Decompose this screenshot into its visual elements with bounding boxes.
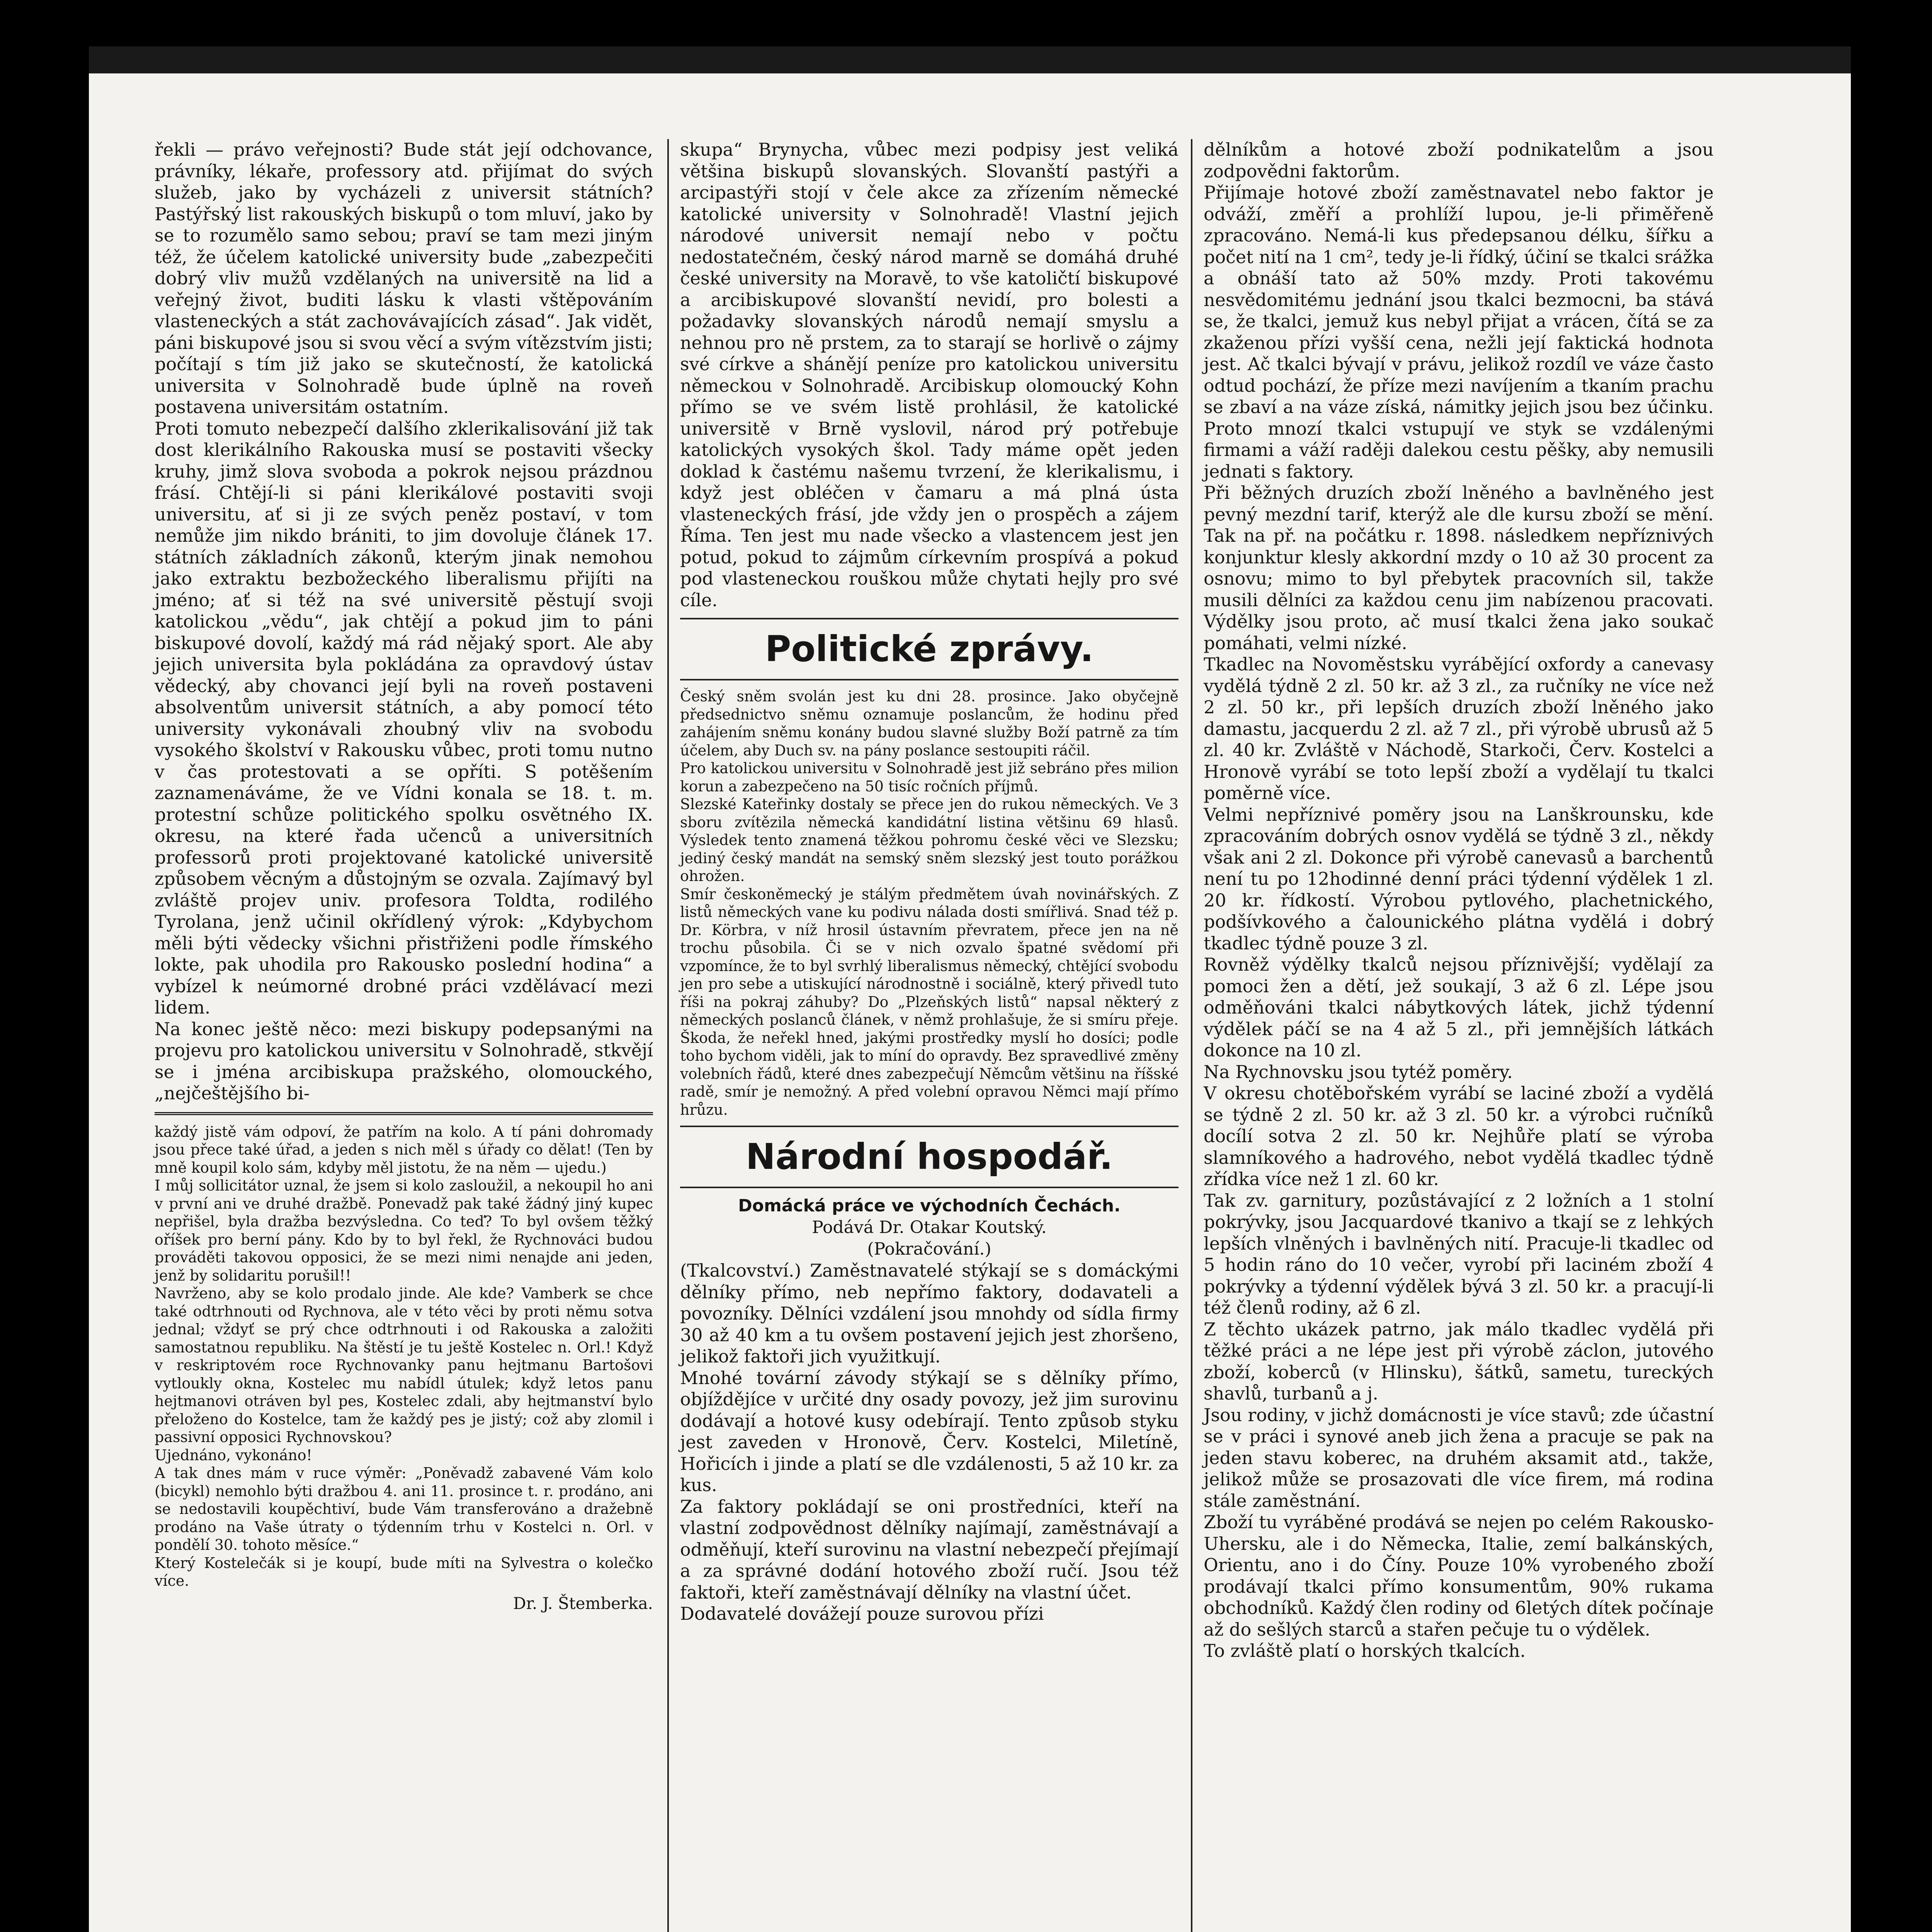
column-rule bbox=[667, 139, 669, 1932]
column-1 bbox=[155, 139, 653, 1613]
column-2 bbox=[680, 139, 1179, 1625]
feuilleton-bicycle: každý jistě vám odpoví, že patřím na kolo. A tí páni dohromady jsou přece také úřad, a jeden s nich měl s úřady co dělat! (Ten by mně koupil kolo sám, kdyby měl jistotu, že na něm — ujedu.) I můj sollicitátor uznal, že jsem si kolo zasloužil, a nekoupil ho ani v první ani ve druhé dražbě. Ponevadž pak také žádný jiný kupec nepřišel, byla dražba bezvýsledna. Co teď? To byl ovšem těžký oříšek pro berní pány. Kdo by to byl řekl, že Rychnováci budou prováděti takovou opposici, že se mezi nimi nenajde ani jeden, jenž by solidaritu porušil!! Navrženo, aby se kolo prodalo jinde. Ale kde? Vamberk se chce také odtrhnouti od Rychnova, ale v této věci by proti němu sotva jednal; vždyť se prý chce odtrhnouti i od Rakouska a založiti samostatnou republiku. Na štěstí je tu ještě Kostelec n. Orl.! Když v reskriptovém roce Rychnovanky panu hejtmanu Bartošovi vytloukly okna, Kostelec mu nabídl útulek; když letos panu hejtmanovi otráven byl pes, Kostelec zdali, aby hejtmanství bylo přeloženo do Kostelce, tam že každý pes je jistý; což aby zlomil i passivní opposici Rychnovskou? Ujednáno, vykonáno! A tak dnes mám v ruce výměr: „Poněvadž zabavené Vám kolo (bicykl) nemohlo býti dražbou 4. ani 11. prosince t. r. prodáno, ani se nedostavili koupěchtiví, bude Vám transferováno a dražebně prodáno na Vaše útraty o týdenním trhu v Kostelci n. Orl. v pondělí 30. tohoto měsíce.“ Který Kostelečák si je koupí, bude míti na Sylvestra o kolečko více. bbox=[155, 1123, 653, 1589]
politics-news: Český sněm svolán jest ku dni 28. prosince. Jako obyčejně předsednictvo sněmu oznamuje poslancům, že hodinu před zahájením sněmu konány budou slavné služby Boží patrně za tím účelem, aby Duch sv. na pány poslance sestoupiti ráčil. Pro katolickou universitu v Solnohradě jest již sebráno přes milion korun a zabezpečeno na 50 tisíc ročních příjmů. Slezské Kateřinky dostaly se přece jen do rukou německých. Ve 3 sboru zvítězila německá kandidátní listina většinu 69 hlasů. Výsledek tento znamená těžkou pohromu české věci ve Slezsku; jediný český mandát na semský sněm slezský jest touto porážkou ohrožen. Smír českoněmecký je stálým předmětem úvah novinářských. Z listů německých vane ku podivu nálada dosti smířlivá. Snad též p. Dr. Körbra, v níž hrosil ústavním převratem, přece jen na ně trochu působila. Či se v nich ozvalo špatné svědomí při vzpomínce, že to byl svrhlý liberalismus německý, chtějící svobodu jen pro sebe a utiskující národnostně i sociálně, který přivedl tuto říši na pokraj záhuby? Do „Plzeňských listů“ napsal některý z německých poslanců článek, v němž prohlašuje, že si smíru přeje. Škoda, že neřekl hned, jakými prostředky myslí ho dosíci; podle toho bychom viděli, jak to míní do opravdy. Bez spravedlivé změny volebních řádů, které dnes zabezpečují Němcům většinu na říšské radě, smír je nemožný. A před volební opravou Němci mají přímo hrůzu. bbox=[680, 688, 1179, 1118]
divider bbox=[680, 1126, 1179, 1127]
column-3 bbox=[1204, 139, 1714, 1662]
article-weaving: (Tkalcovství.) Zaměstnavatelé stýkají se s domáckými dělníky přímo, neb nepřímo faktory, dodavateli a povozníky. Dělníci vzdálení jsou mnohdy od sídla firmy 30 až 40 km a tu ovšem postavení jejich jest zhoršeno, jelikož faktoři jich využitkují. Mnohé tovární závody stýkají se s dělníky přímo, objíždějíce v určité dny osady povozy, jež jim surovinu dodávají a hotové kusy odebírají. Tento způsob styku jest zaveden v Hronově, Červ. Kostelci, Miletíně, Hořicích i jinde a platí se dle vzdálenosti, 5 až 10 kr. za kus. Za faktory pokládají se oni prostředníci, kteří na vlastní zodpovědnost dělníky najímají, zaměstnávají a odměňují, kteří surovinu na vlastní nebezpečí přejímají a za správné dodání hotového zboží ručí. Jsou též faktoři, kteří zaměstnávají dělníky na vlastní účet. Dodavatelé dovážejí pouze surovou přízi bbox=[680, 1260, 1179, 1624]
divider bbox=[680, 618, 1179, 619]
article-continuation-note: (Pokračování.) bbox=[867, 1239, 992, 1259]
article-catholic-university: řekli — právo veřejnosti? Bude stát její odchovance, právníky, lékaře, professory atd. přijímat do svých služeb, jako by vycházeli z universit státních? Pastýřský list rakouských biskupů o tom mluví, jako by se to rozumělo samo sebou; praví se tam mezi jiným též, že účelem katolické university bude „zabezpečiti dobrý vliv mužů vzdělaných na universitě na lid a veřejný život, buditi lásku k vlasti vštěpováním vlasteneckých a stát zachovávajících zásad“. Jak vidět, páni biskupové jsou si svou věcí a svým vítězstvím jisti; počítají s tím již jako se skutečností, že katolická universita v Solnohradě bude úplně na roveň postavena universitám ostatním. Proti tomuto nebezpečí dalšího zklerikalisování již tak dost klerikálního Rakouska musí se postaviti všecky kruhy, jimž slova svoboda a pokrok nejsou prázdnou frásí. Chtějí-li si páni klerikálové postaviti svoji universitu, ať si ji ze svých peněz postaví, v tom nemůže jim nikdo brániti, to jim dovoluje článek 17. státních základních zákonů, kterým jinak nemohou jako extraktu bezbožeckého liberalismu přijíti na jméno; ať si též na své universitě pěstují svoji katolickou „vědu“, jak chtějí a pokud jim to páni biskupové dovolí, každý má rád nějaký sport. Ale aby jejich universita byla pokládána za opravdový ústav vědecký, aby chovanci její byli na roveň postaveni absolventům universit státních, a aby pomocí této university vykonávali zhoubný vliv na svobodu vysokého školství v Rakousku vůbec, proti tomu nutno v čas protestovati a se opříti. S potěšením zaznamenáváme, že ve Vídni konala se 18. t. m. protestní schůze politického spolku osvětného IX. okresu, na které řada učenců a universitních professorů proti projektované katolické universitě způsobem věcným a důstojným se ozvala. Zajímavý byl zvláště projev univ. profesora Toldta, rodilého Tyrolana, jenž učinil okřídlený výrok: „Kdybychom měli býti vědecky všichni přistřiženi podle římského lokte, pak uhodila pro Rakousko poslední hodina“ a vybízel k neúmorné drobné práci vzdělávací mezi lidem. Na konec ještě něco: mezi biskupy podepsanými na projevu pro katolickou universitu v Solnohradě, stkvějí se i jména arcibiskupa pražského, olomouckého, „nejčeštějšího bi- bbox=[155, 139, 653, 1104]
signature: Dr. J. Štemberka. bbox=[513, 1594, 653, 1613]
feuilleton-divider bbox=[155, 1112, 653, 1115]
section-title-politics: Politické zprávy. bbox=[765, 628, 1094, 670]
section-title-economy: Národní hospodář. bbox=[745, 1136, 1113, 1177]
divider bbox=[680, 1187, 1179, 1188]
article-weaving-continued: dělníkům a hotové zboží podnikatelům a jsou zodpovědni faktorům. Přijímaje hotové zboží zaměstnavatel nebo faktor je odváží, změří a prohlíží lupou, je-li přiměřeně zpracováno. Nemá-li kus předepsanou délku, šířku a počet nití na 1 cm², tedy je-li řídký, účiní se tkalci srážka a obnáší tato až 50% mzdy. Proti takovému nesvědomitému jednání jsou tkalci bezmocni, ba stává se, že tkalci, jemuž kus nebyl přijat a vrácen, čítá se za zkaženou přízi vyšší cena, nežli její faktická hodnota jest. Ač tkalci bývají v právu, jelikož rozdíl ve váze často odtud pochází, že příze mezi navíjením a tkaním prachu se zbaví a na váze získá, námitky jejich jsou bez účinku. Proto mnozí tkalci vstupují ve styk se vzdálenými firmami a váží raději dalekou cestu pěšky, aby nemusili jednati s faktory. Při běžných druzích zboží lněného a bavlněného jest pevný mezdní tarif, kterýž ale dle kursu zboží se mění. Tak na př. na počátku r. 1898. následkem nepříznivých konjunktur klesly akkordní mzdy o 10 až 30 procent za osnovu; mimo to byl přebytek pracovních sil, takže musili dělníci za každou cenu jim nabízenou pracovati. Výdělky jsou proto, ač musí tkalci žena jako soukač pomáhati, velmi nízké. Tkadlec na Novoměstsku vyrábějící oxfordy a canevasy vydělá týdně 2 zl. 50 kr. až 3 zl., za ručníky ne více než 2 zl. 50 kr., při lepších druzích zboží lněného jako damastu, jacquerdu 2 zl. až 7 zl., při výrobě ubrusů až 5 zl. 40 kr. Zvláště v Náchodě, Starkoči, Červ. Kostelci a Hronově vyrábí se toto lepší zboží a vydělají tu tkalci poměrně více. Velmi nepříznivé poměry jsou na Lanškrounsku, kde zpracováním dobrých osnov vydělá se týdně 3 zl., někdy však ani 2 zl. Dokonce při výrobě canevasů a barchentů není tu po 12hodinné denní práci týdenní výdělek 1 zl. 20 kr. řídkostí. Výrobou pytlového, plachetnického, podšívkového a čalounického plátna vydělá i dobrý tkadlec týdně pouze 3 zl. Rovněž výdělky tkalců nejsou příznivější; vydělají za pomoci žen a dětí, jež soukají, 3 až 6 zl. Lépe jsou odměňováni tkalci nábytkových látek, jichž týdenní výdělek páčí se na 4 až 5 zl., při jemnějších látkách dokonce na 10 zl. Na Rychnovsku jsou tytéž poměry. V okresu chotěbořském vyrábí se laciné zboží a vydělá se týdně 2 zl. 50 kr. až 3 zl. 50 kr. a výrobci ručníků docílí sotva 2 zl. 50 kr. Nejhůře platí se výroba slamníkového a hadrového, nebot vydělá tkadlec týdně zřídka více než 1 zl. 60 kr. Tak zv. garnitury, pozůstávající z 2 ložních a 1 stolní pokrývky, jsou Jacquardové tkanivo a tkají se z lehkých lepších vlněných i bavlněných nití. Pracuje-li tkadlec od 5 hodin ráno do 10 večer, vyrobí při laciném zboží 4 pokrývky a týdenní výdělek bývá 3 zl. 50 kr. a pracují-li též členů rodiny, až 6 zl. Z těchto ukázek patrno, jak málo tkadlec vydělá při těžké práci a ne lépe jest při výrobě záclon, jutového zboží, koberců (v Hlinsku), šátků, sametu, tureckých shavlů, turbanů a j. Jsou rodiny, v jichž domácnosti je více stavů; zde účastní se v práci i synové aneb jich žena a pracuje se pak na jeden stavu koberec, na druhém aksamit atd., takže, jelikož může se prosazovati dle více firem, má rodina stále zaměstnání. Zboží tu vyráběné prodává se nejen po celém Rakousko-Uhersku, ale i do Německa, Italie, zemí balkánských, Orientu, ano i do Číny. Pouze 10% vyrobeného zboží prodávají tkalci přímo konsumentům, 90% rukama obchodníků. Každý člen rodiny od 6letých dítek počínaje až do sešlých starců a stařen pečuje tu o výdělek. To zvláště platí o horských tkalcích. bbox=[1204, 139, 1714, 1661]
scan-top-edge bbox=[89, 46, 1851, 73]
column-rule bbox=[1191, 139, 1192, 1932]
article-continuation: skupa“ Brynycha, vůbec mezi podpisy jest veliká většina biskupů slovanských. Slovanští pastýři a arcipastýři stojí v čele akce za zřízením německé katolické university v Solnohradě! Vlastní jejich národové universit nemají nebo v počtu nedostatečném, český národ marně se domáhá druhé české university na Moravě, to vše katoličtí biskupové a arcibiskupové slovanští nevidí, pro bolesti a požadavky slovanských národů nemají smyslu a nehnou pro ně prstem, za to starají se horlivě o zájmy své církve a shánějí peníze pro katolickou universitu německou v Solnohradě. Arcibiskup olomoucký Kohn přímo se ve svém listě prohlásil, že katolické universitě v Brně vyslovil, národ prý potřebuje katolických vysokých škol. Tady máme opět jeden doklad k častému našemu tvrzení, že klerikalismu, i když jest obléčen v čamaru a má plná ústa vlasteneckých frásí, jde vždy jen o prospěch a zájem Říma. Ten jest mu nade všecko a vlastencem jest jen potud, pokud to zájmům církevním prospívá a pokud pod vlasteneckou rouškou může chytati hejly pro své cíle. bbox=[680, 139, 1179, 611]
divider bbox=[680, 679, 1179, 680]
newspaper-page bbox=[89, 46, 1851, 1932]
article-title: Domácká práce ve východních Čechách. bbox=[738, 1196, 1121, 1216]
article-byline: Podává Dr. Otakar Koutský. bbox=[812, 1218, 1047, 1237]
